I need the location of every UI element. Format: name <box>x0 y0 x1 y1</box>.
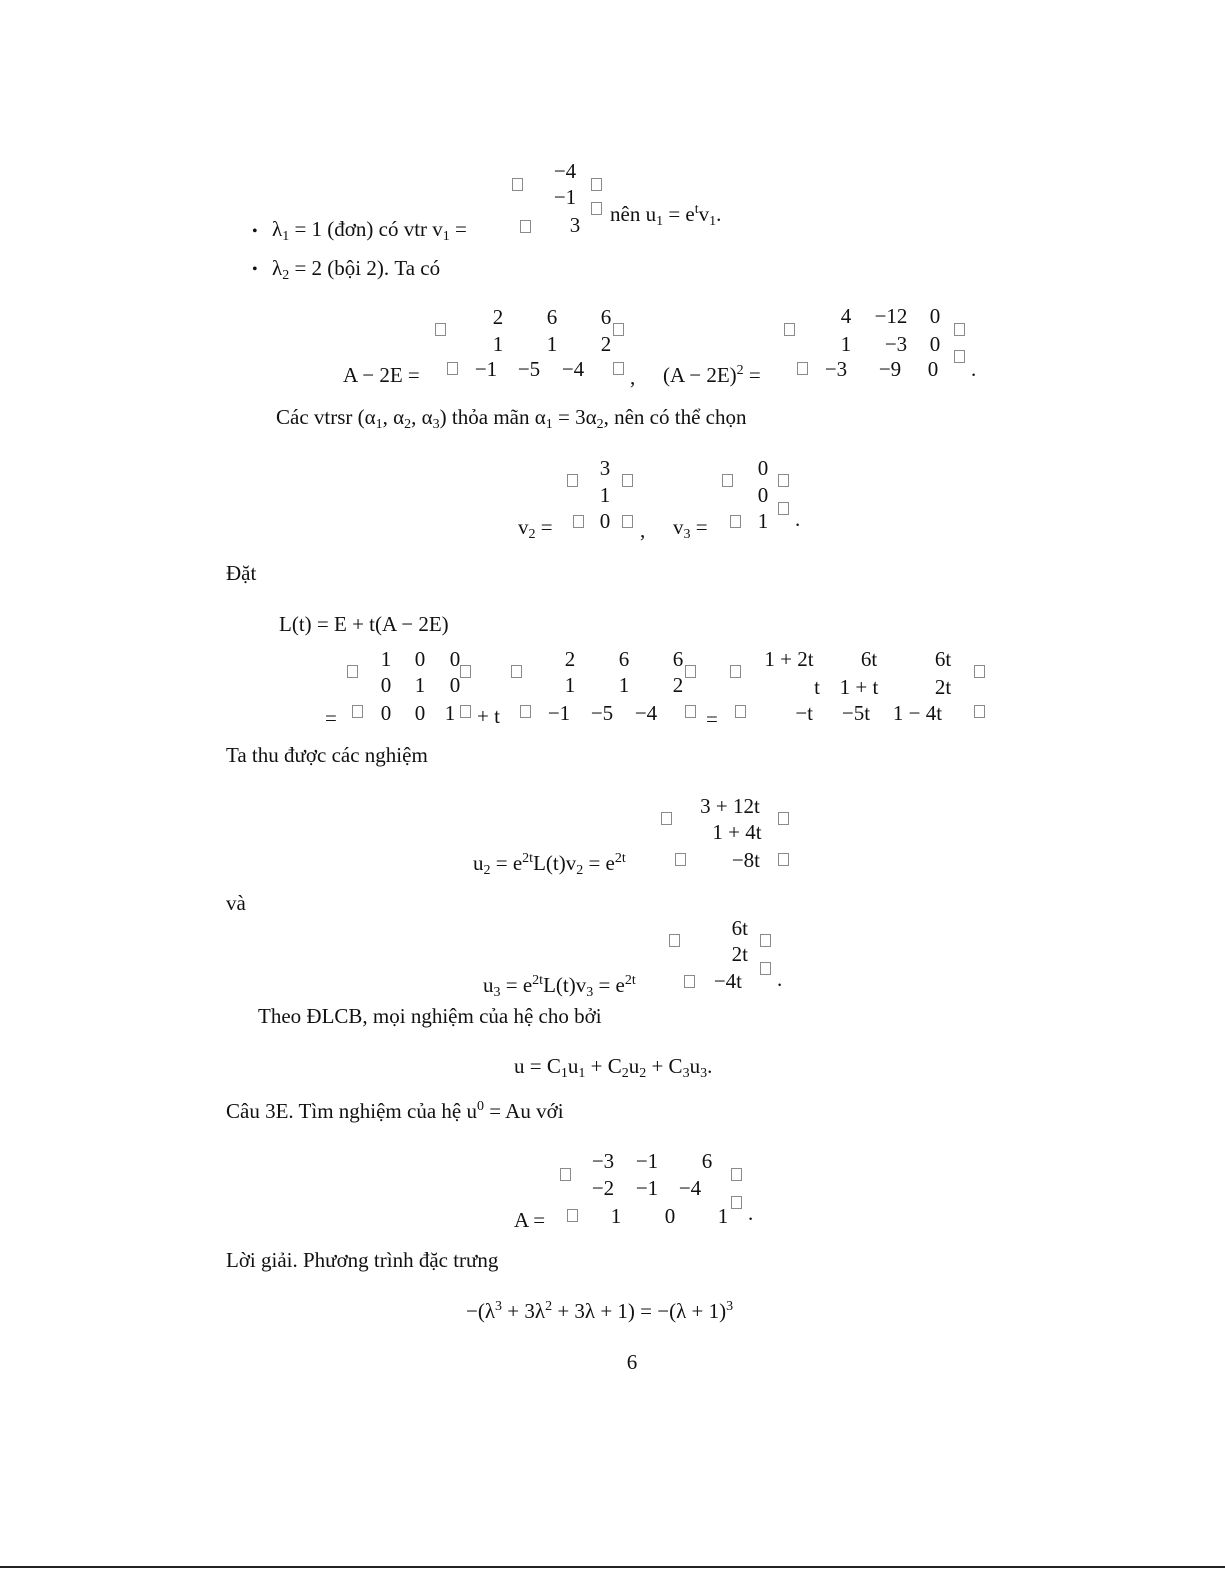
eigenvalue-1-line: $\lambda_1 = 1$ (đơn) có vtr $v_1$ = <box>272 217 467 244</box>
bracket-icon <box>730 515 741 528</box>
vector-entry: −8t <box>731 848 760 872</box>
period: . <box>795 507 801 531</box>
matrix-entry: 1 <box>380 647 392 671</box>
matrix-entry: 6t <box>934 647 952 671</box>
matrix-entry: 0 <box>449 647 461 671</box>
matrix-entry: 1 + t <box>839 675 879 699</box>
matrix-entry: 6 <box>701 1149 713 1173</box>
lhs-a-minus-2e: A − 2E = <box>343 363 420 387</box>
bracket-icon <box>347 665 358 678</box>
matrix-entry: −3 <box>824 357 848 381</box>
vector-entry: −4t <box>713 969 742 993</box>
matrix-entry: 1 <box>414 673 426 697</box>
bracket-icon <box>613 362 624 375</box>
u1-definition: nên $u_1 = e^tv_1$. <box>610 202 722 229</box>
matrix-entry: −4 <box>553 159 577 183</box>
matrix-entry: 2 <box>564 647 576 671</box>
matrix-entry: −1 <box>553 185 577 209</box>
bracket-icon <box>954 323 965 336</box>
matrix-entry: 2 <box>492 305 504 329</box>
vector-entry: 2t <box>731 942 748 966</box>
bracket-icon <box>735 705 746 718</box>
matrix-entry: −12 <box>874 304 908 328</box>
bracket-icon <box>511 665 522 678</box>
matrix-entry: 0 <box>380 673 392 697</box>
vector-entry: 6t <box>731 916 748 940</box>
matrix-entry: −5t <box>841 701 871 725</box>
matrix-entry: −t <box>795 701 813 725</box>
matrix-entry: 2 <box>600 332 612 356</box>
page-number: 6 <box>626 1350 638 1374</box>
equals: = <box>706 707 718 731</box>
matrix-entry: 4 <box>840 304 852 328</box>
matrix-entry: −3 <box>591 1149 615 1173</box>
bracket-icon <box>567 474 578 487</box>
bracket-icon <box>675 853 686 866</box>
bracket-icon <box>760 962 771 975</box>
bracket-icon <box>669 934 680 947</box>
matrix-entry: t <box>814 675 820 699</box>
matrix-entry: −2 <box>591 1176 615 1200</box>
matrix-entry: −4 <box>678 1176 702 1200</box>
matrix-entry: −9 <box>878 357 902 381</box>
lhs-v3: $v_3$ = <box>673 515 708 542</box>
matrix-entry: 6 <box>672 647 684 671</box>
matrix-entry: 2t <box>934 675 952 699</box>
comma: , <box>640 518 646 542</box>
general-solution-equation: $u = C_1u_1 + C_2u_2 + C_3u_3$. <box>514 1054 713 1081</box>
matrix-entry: 6t <box>860 647 878 671</box>
bracket-icon <box>974 665 985 678</box>
matrix-entry: 0 <box>664 1204 676 1228</box>
general-solution-paragraph: Theo ĐLCB, mọi nghiệm của hệ cho bởi <box>258 1004 602 1028</box>
vector-entry: 1 + 4t <box>712 820 762 844</box>
matrix-entry: 1 − 4t <box>892 701 943 725</box>
matrix-entry: 1 <box>546 332 558 356</box>
period: . <box>748 1201 754 1225</box>
vector-entry: 0 <box>757 456 769 480</box>
bracket-icon <box>661 812 672 825</box>
matrix-entry: −5 <box>590 701 614 725</box>
bracket-icon <box>573 515 584 528</box>
bullet-icon: • <box>252 261 258 278</box>
bracket-icon <box>435 323 446 336</box>
comma: , <box>630 365 636 389</box>
vector-entry: 0 <box>599 509 611 533</box>
matrix-entry: −1 <box>635 1149 659 1173</box>
and-label: và <box>226 891 246 915</box>
vector-entry: 3 + 12t <box>700 794 760 818</box>
matrix-entry: 3 <box>569 213 581 237</box>
bracket-icon <box>974 705 985 718</box>
bracket-icon <box>567 1209 578 1222</box>
eigenvalue-2-line: $\lambda_2 = 2$ (bội 2). Ta có <box>272 256 441 283</box>
bracket-icon <box>722 474 733 487</box>
bracket-icon <box>685 705 696 718</box>
matrix-entry: −5 <box>517 357 541 381</box>
bullet-icon: • <box>252 223 258 240</box>
page-bottom-border <box>0 1566 1225 1568</box>
lhs-A: A = <box>514 1208 546 1232</box>
matrix-entry: 0 <box>927 357 939 381</box>
bracket-icon <box>778 812 789 825</box>
bracket-icon <box>520 220 531 233</box>
matrix-entry: 1 <box>610 1204 622 1228</box>
bracket-icon <box>591 178 602 191</box>
bracket-icon <box>447 362 458 375</box>
lhs-v2: $v_2$ = <box>518 515 553 542</box>
vector-entry: 1 <box>757 509 769 533</box>
bracket-icon <box>512 178 523 191</box>
period: . <box>777 967 783 991</box>
vtrsr-paragraph: Các vtrsr ($\alpha_1$, $\alpha_2$, $\alpha_3$) thỏa mãn $\alpha_1 = 3\alpha_2$, nên có thể chọn <box>276 405 747 432</box>
bracket-icon <box>784 323 795 336</box>
matrix-entry: −1 <box>474 357 498 381</box>
vector-entry: 3 <box>599 456 611 480</box>
plus-t: + t <box>477 704 500 728</box>
bracket-icon <box>778 853 789 866</box>
matrix-entry: 6 <box>600 305 612 329</box>
matrix-entry: 6 <box>618 647 630 671</box>
matrix-entry: 0 <box>929 304 941 328</box>
matrix-entry: 1 <box>618 673 630 697</box>
vector-entry: 0 <box>757 483 769 507</box>
matrix-entry: 0 <box>414 647 426 671</box>
bracket-icon <box>731 1168 742 1181</box>
matrix-entry: −1 <box>635 1176 659 1200</box>
matrix-entry: −4 <box>634 701 658 725</box>
matrix-entry: 6 <box>546 305 558 329</box>
matrix-entry: 1 <box>444 701 456 725</box>
equals: = <box>325 706 337 730</box>
lhs-a-minus-2e-squared: $(A - 2E)^2$ = <box>663 363 761 387</box>
exercise-heading: Câu 3E. Tìm nghiệm của hệ $u^0 = Au$ với <box>226 1099 564 1123</box>
characteristic-equation: $-(\lambda^3 + 3\lambda^2 + 3\lambda + 1) = -(\lambda + 1)^3$ <box>466 1299 734 1323</box>
matrix-entry: 0 <box>929 332 941 356</box>
matrix-entry: −1 <box>547 701 571 725</box>
solution-paragraph: Lời giải. Phương trình đặc trưng <box>226 1248 499 1272</box>
bracket-icon <box>520 705 531 718</box>
matrix-entry: 1 + 2t <box>764 647 814 671</box>
L-definition: L(t) = E + t(A − 2E) <box>279 612 449 636</box>
matrix-entry: 1 <box>492 332 504 356</box>
matrix-entry: 1 <box>564 673 576 697</box>
matrix-entry: 1 <box>840 332 852 356</box>
bracket-icon <box>560 1168 571 1181</box>
matrix-entry: 1 <box>717 1204 729 1228</box>
matrix-entry: 0 <box>380 701 392 725</box>
matrix-entry: −4 <box>561 357 585 381</box>
dat-label: Đặt <box>226 561 257 585</box>
matrix-entry: 0 <box>414 701 426 725</box>
bracket-icon <box>760 934 771 947</box>
solutions-paragraph: Ta thu được các nghiệm <box>226 743 428 767</box>
bracket-icon <box>954 350 965 363</box>
bracket-icon <box>352 705 363 718</box>
vector-entry: 1 <box>599 483 611 507</box>
matrix-entry: 2 <box>672 673 684 697</box>
matrix-entry: 0 <box>449 673 461 697</box>
u2-lhs: $u_2 = e^{2t}L(t)v_2 = e^{2t}$ <box>473 851 626 878</box>
matrix-entry: −3 <box>884 332 908 356</box>
u3-lhs: $u_3 = e^{2t}L(t)v_3 = e^{2t}$ <box>483 973 636 1000</box>
bracket-icon <box>797 362 808 375</box>
bracket-icon <box>591 202 602 215</box>
bracket-icon <box>730 665 741 678</box>
period: . <box>971 357 977 381</box>
